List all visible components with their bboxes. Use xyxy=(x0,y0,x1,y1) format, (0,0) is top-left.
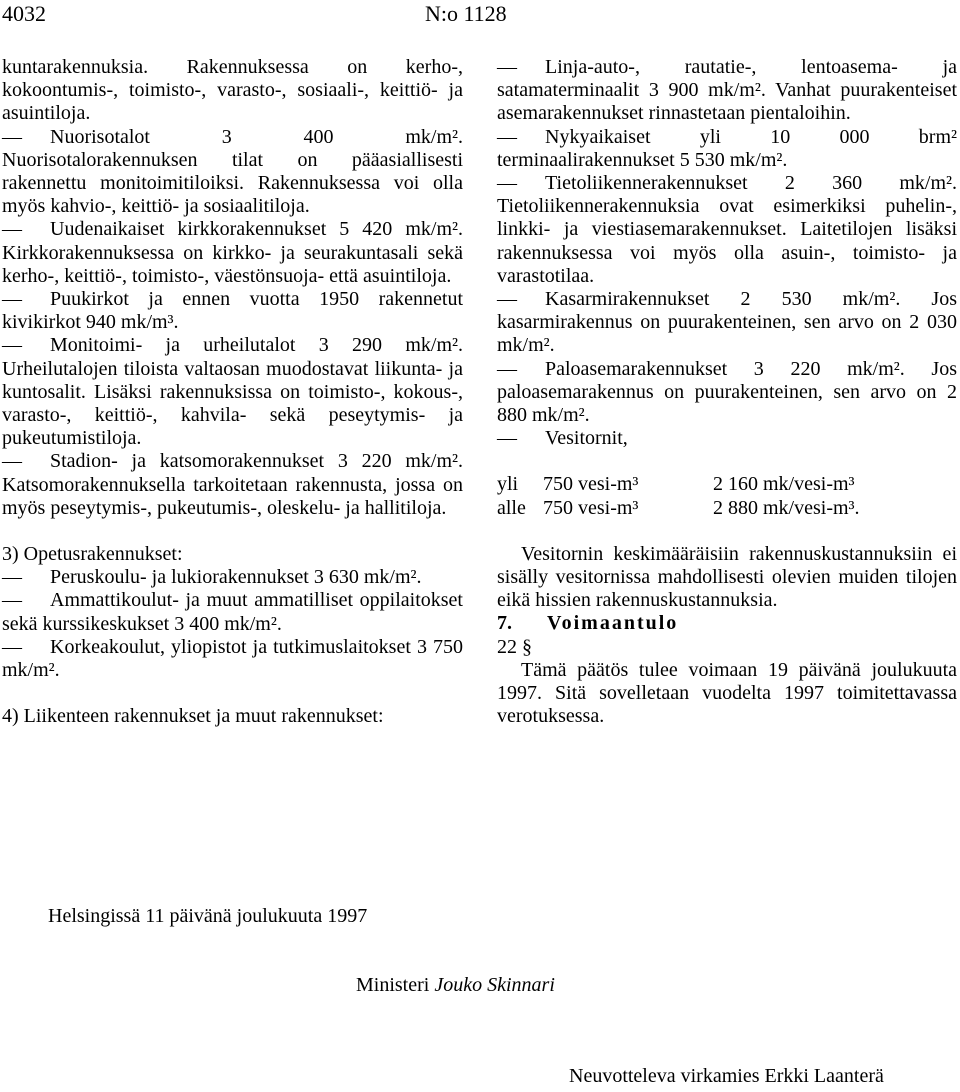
paragraph: — Puukirkot ja ennen vuotta 1950 rakennetut kivikirkot 940 mk/m³. xyxy=(2,288,463,334)
place-date: Helsingissä 11 päivänä joulukuuta 1997 xyxy=(48,905,368,927)
water-tower-table xyxy=(497,473,957,519)
table-row: yli 750 vesi-m³ 2 160 mk/vesi-m³ xyxy=(497,473,855,496)
section-title: 4) Liikenteen rakennukset ja muut rakennukset: xyxy=(2,705,384,728)
paragraph: kuntarakennuksia. Rakennuksessa on kerho-, kokoontumis-, toimisto-, varasto-, sosiaali-, keittiö- ja asuintiloja. xyxy=(2,56,463,125)
paragraph: — Nuorisotalot 3 400 mk/m². Nuorisotalorakennuksen tilat on pääasiallisesti rakennettu monitoimitiloiksi. Rakennuksessa voi olla myös kahvio-, keittiö- ja sosiaalitiloja. xyxy=(2,125,463,218)
paragraph: Tämä päätös tulee voimaan 19 päivänä joulukuuta 1997. Sitä sovelletaan vuodelta 1997 toimitettavassa verotuksessa. xyxy=(497,658,957,728)
issue-number: N:o 1128 xyxy=(425,1,507,26)
page-number: 4032 xyxy=(2,1,46,26)
paragraph: — Paloasemarakennukset 3 220 mk/m². Jos paloasemarakennus on puurakenteinen, sen arvo on 2 880 mk/m². xyxy=(497,357,957,427)
paragraph: — Uudenaikaiset kirkkorakennukset 5 420 mk/m². Kirkkorakennuksessa on kirkko- ja seurakuntasali sekä kerho-, keittiö-, toimisto-, väestönsuoja- että asuintiloja. xyxy=(2,218,463,287)
section-title: 3) Opetusrakennukset: xyxy=(2,543,183,566)
right-column xyxy=(497,56,957,728)
paragraph: — Korkeakoulut, yliopistot ja tutkimuslaitokset 3 750 mk/m². xyxy=(2,635,463,682)
paragraph: — Stadion- ja katsomorakennukset 3 220 mk/m². Katsomorakennuksella tarkoitetaan rakennusta, jossa on myös peseytymis-, pukeutumis-, oleskelu- ja hallitiloja. xyxy=(2,450,463,519)
paragraph: Vesitornin keskimääräisiin rakennuskustannuksiin ei sisälly vesitornissa mahdollisesti olevien muiden tilojen eikä hissien rakennuskustannuksia. xyxy=(497,542,957,612)
chapter-heading: 7. Voimaantulo xyxy=(497,612,679,635)
paragraph: — Peruskoulu- ja lukiorakennukset 3 630 mk/m². xyxy=(2,566,422,589)
paragraph: — Vesitornit, xyxy=(497,427,628,450)
paragraph: — Ammattikoulut- ja muut ammatilliset oppilaitokset sekä kurssikeskukset 3 400 mk/m². xyxy=(2,589,463,635)
paragraph: — Nykyaikaiset yli 10 000 brm² terminaalirakennukset 5 530 mk/m². xyxy=(497,125,957,171)
minister-signature: Ministeri Jouko Skinnari xyxy=(356,974,555,996)
left-column xyxy=(2,56,463,728)
paragraph: — Tietoliikennerakennukset 2 360 mk/m². Tietoliikennerakennuksia ovat esimerkiksi puhelin-, linkki- ja viestiasemarakennukset. Laitetilojen lisäksi rakennuksessa voi myös olla asuin-, toimisto- ja varastotilaa. xyxy=(497,172,957,287)
official-signature: Neuvotteleva virkamies Erkki Laanterä xyxy=(569,1065,884,1087)
paragraph: — Kasarmirakennukset 2 530 mk/m². Jos kasarmirakennus on puurakenteinen, sen arvo on 2 030 mk/m². xyxy=(497,288,957,357)
paragraph: — Monitoimi- ja urheilutalot 3 290 mk/m². Urheilutalojen tiloista valtaosan muodostavat liikunta- ja kuntosalit. Lisäksi rakennuksissa on toimisto-, kokous-, varasto-, keittiö-, kahvila- sekä peseytymis- ja pukeutumistiloja. xyxy=(2,334,463,450)
table-row: alle 750 vesi-m³ 2 880 mk/vesi-m³. xyxy=(497,496,860,519)
paragraph: — Linja-auto-, rautatie-, lentoasema- ja satamaterminaalit 3 900 mk/m². Vanhat puurakenteiset asemarakennukset rinnastetaan pientaloihin. xyxy=(497,56,957,125)
section-number: 22 § xyxy=(497,635,532,658)
